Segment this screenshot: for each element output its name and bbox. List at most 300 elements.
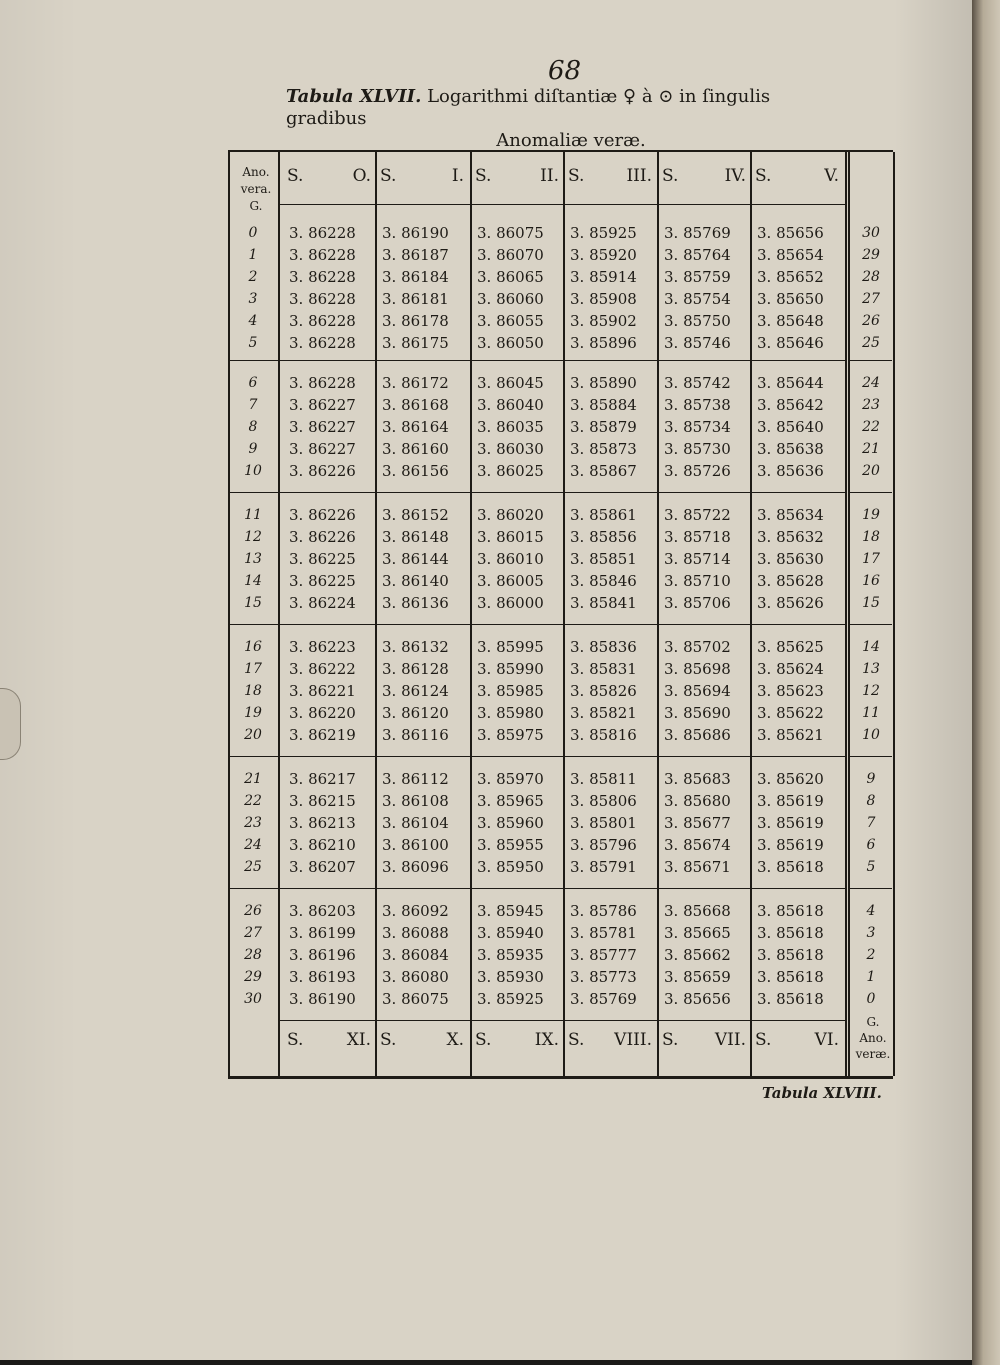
log-value-cell: 3. 85644 [757,374,824,392]
log-value-cell: 3. 86178 [382,312,449,330]
log-value-cell: 3. 85914 [570,268,637,286]
log-value-cell: 3. 85646 [757,334,824,352]
log-value-cell: 3. 86030 [477,440,544,458]
log-value-cell: 3. 85821 [570,704,637,722]
group-rule [280,360,847,361]
log-value-cell: 3. 86116 [382,726,449,744]
log-value-cell: 3. 86136 [382,594,449,612]
log-value-cell: 3. 85618 [757,924,824,942]
log-value-cell: 3. 86084 [382,946,449,964]
log-value-cell: 3. 85665 [664,924,731,942]
anomaly-degree: 29 [244,969,262,985]
log-value-cell: 3. 86025 [477,462,544,480]
log-value-cell: 3. 86096 [382,858,449,876]
log-value-cell: 3. 85620 [757,770,824,788]
log-value-cell: 3. 85734 [664,418,731,436]
column-footer-sign: S. [568,1030,585,1050]
anomaly-degree: 13 [244,551,262,567]
log-value-cell: 3. 86100 [382,836,449,854]
anomaly-footer-line: veræ. [855,1047,891,1061]
complement-degree: 5 [866,859,876,875]
log-value-cell: 3. 86020 [477,506,544,524]
anomaly-degree: 14 [244,573,262,589]
log-value-cell: 3. 86227 [289,396,356,414]
column-footer-number: VII. [714,1030,746,1050]
log-value-cell: 3. 85846 [570,572,637,590]
log-value-cell: 3. 85925 [570,224,637,242]
log-value-cell: 3. 85680 [664,792,731,810]
log-value-cell: 3. 85623 [757,682,824,700]
log-value-cell: 3. 86015 [477,528,544,546]
log-value-cell: 3. 85861 [570,506,637,524]
log-value-cell: 3. 86226 [289,528,356,546]
log-value-cell: 3. 85960 [477,814,544,832]
log-value-cell: 3. 85896 [570,334,637,352]
log-value-cell: 3. 85884 [570,396,637,414]
column-footer-number: XI. [346,1030,371,1050]
column-rule [375,152,377,1076]
book-gutter [972,0,1000,1365]
column-footer-sign: S. [755,1030,772,1050]
table-label: Tabula XLVII. [286,86,422,107]
anomaly-degree: 18 [244,683,262,699]
log-value-cell: 3. 86005 [477,572,544,590]
complement-degree: 25 [862,335,880,351]
log-value-cell: 3. 85619 [757,792,824,810]
log-value-cell: 3. 86144 [382,550,449,568]
log-value-cell: 3. 85668 [664,902,731,920]
log-value-cell: 3. 85801 [570,814,637,832]
log-value-cell: 3. 85826 [570,682,637,700]
complement-degree: 12 [862,683,880,699]
complement-degree: 13 [862,661,880,677]
log-value-cell: 3. 85786 [570,902,637,920]
footer-rule [278,1020,845,1021]
log-value-cell: 3. 86075 [382,990,449,1008]
log-value-cell: 3. 85702 [664,638,731,656]
log-value-cell: 3. 85624 [757,660,824,678]
log-value-cell: 3. 86222 [289,660,356,678]
anomaly-footer [852,1014,894,1062]
log-value-cell: 3. 86190 [382,224,449,242]
column-footer-number: IX. [534,1030,559,1050]
log-value-cell: 3. 85811 [570,770,637,788]
log-value-cell: 3. 85902 [570,312,637,330]
complement-degree: 21 [862,441,880,457]
anomaly-degree: 3 [248,291,258,307]
log-value-cell: 3. 86172 [382,374,449,392]
log-value-cell: 3. 86207 [289,858,356,876]
log-value-cell: 3. 85650 [757,290,824,308]
log-value-cell: 3. 86050 [477,334,544,352]
log-value-cell: 3. 85781 [570,924,637,942]
group-rule [230,360,278,361]
log-value-cell: 3. 85930 [477,968,544,986]
title-line-2: Anomaliæ veræ. [496,130,646,151]
column-rule [278,152,280,1076]
column-footer-sign: S. [380,1030,397,1050]
column-header-number: V. [824,166,839,186]
log-value-cell: 3. 86152 [382,506,449,524]
complement-degree: 10 [862,727,880,743]
anomaly-degree: 22 [244,793,262,809]
column-footer [380,1030,464,1052]
column-header-number: O. [352,166,371,186]
log-value-cell: 3. 86226 [289,506,356,524]
column-header-number: IV. [724,166,746,186]
log-value-cell: 3. 85796 [570,836,637,854]
anomaly-degree: 17 [244,661,262,677]
group-rule [280,624,847,625]
log-value-cell: 3. 85940 [477,924,544,942]
anomaly-degree: 11 [244,507,262,523]
log-value-cell: 3. 85618 [757,990,824,1008]
column-rule [893,152,895,1076]
log-value-cell: 3. 86228 [289,246,356,264]
log-value-cell: 3. 86045 [477,374,544,392]
log-value-cell: 3. 85950 [477,858,544,876]
group-rule [850,492,892,493]
log-value-cell: 3. 86148 [382,528,449,546]
log-value-cell: 3. 85742 [664,374,731,392]
log-value-cell: 3. 86221 [289,682,356,700]
log-value-cell: 3. 85970 [477,770,544,788]
log-value-cell: 3. 85920 [570,246,637,264]
column-header-sign: S. [287,166,304,186]
log-value-cell: 3. 85773 [570,968,637,986]
column-header-number: III. [626,166,652,186]
log-value-cell: 3. 85662 [664,946,731,964]
complement-degree: 1 [866,969,876,985]
anomaly-degree: 2 [248,269,258,285]
column-rule [228,152,230,1076]
column-footer-number: X. [446,1030,464,1050]
log-value-cell: 3. 86075 [477,224,544,242]
anomaly-degree: 28 [244,947,262,963]
log-value-cell: 3. 86228 [289,290,356,308]
group-rule [230,624,278,625]
log-value-cell: 3. 86112 [382,770,449,788]
anomaly-degree: 24 [244,837,262,853]
complement-degree: 14 [862,639,880,655]
group-rule [850,624,892,625]
complement-degree: 23 [862,397,880,413]
group-rule [850,888,892,889]
log-value-cell: 3. 86223 [289,638,356,656]
log-value-cell: 3. 86203 [289,902,356,920]
log-value-cell: 3. 86128 [382,660,449,678]
complement-degree: 0 [866,991,876,1007]
log-value-cell: 3. 86196 [289,946,356,964]
log-value-cell: 3. 86124 [382,682,449,700]
column-footer [568,1030,652,1052]
log-value-cell: 3. 85674 [664,836,731,854]
group-rule [280,756,847,757]
log-value-cell: 3. 86168 [382,396,449,414]
anomaly-header [232,164,280,215]
log-value-cell: 3. 85722 [664,506,731,524]
log-value-cell: 3. 86000 [477,594,544,612]
log-value-cell: 3. 85618 [757,946,824,964]
complement-degree: 9 [866,771,876,787]
log-value-cell: 3. 86160 [382,440,449,458]
log-value-cell: 3. 85618 [757,858,824,876]
log-value-cell: 3. 86220 [289,704,356,722]
column-header-sign: S. [568,166,585,186]
log-value-cell: 3. 85851 [570,550,637,568]
log-value-cell: 3. 85738 [664,396,731,414]
complement-degree: 15 [862,595,880,611]
anomaly-degree: 5 [248,335,258,351]
complement-degree: 4 [866,903,876,919]
log-value-cell: 3. 85638 [757,440,824,458]
complement-degree: 19 [862,507,880,523]
log-value-cell: 3. 85750 [664,312,731,330]
column-rule [563,152,565,1076]
log-value-cell: 3. 85718 [664,528,731,546]
column-rule [845,152,847,1076]
column-footer [287,1030,371,1052]
log-value-cell: 3. 85654 [757,246,824,264]
anomaly-degree: 19 [244,705,262,721]
complement-degree: 11 [862,705,880,721]
complement-degree: 17 [862,551,880,567]
group-rule [850,360,892,361]
log-value-cell: 3. 85945 [477,902,544,920]
log-value-cell: 3. 85619 [757,836,824,854]
log-value-cell: 3. 86070 [477,246,544,264]
log-value-cell: 3. 86065 [477,268,544,286]
log-value-cell: 3. 85769 [570,990,637,1008]
log-value-cell: 3. 85686 [664,726,731,744]
complement-degree: 7 [866,815,876,831]
column-footer [755,1030,839,1052]
complement-degree: 30 [862,225,880,241]
page-number: 68 [548,56,582,86]
log-value-cell: 3. 86228 [289,374,356,392]
anomaly-footer-line: Ano. [859,1031,887,1045]
log-value-cell: 3. 85628 [757,572,824,590]
log-value-cell: 3. 85791 [570,858,637,876]
log-value-cell: 3. 86193 [289,968,356,986]
complement-degree: 3 [866,925,876,941]
log-value-cell: 3. 86213 [289,814,356,832]
log-value-cell: 3. 85759 [664,268,731,286]
log-value-cell: 3. 86228 [289,224,356,242]
anomaly-degree: 15 [244,595,262,611]
group-rule [230,756,278,757]
column-footer [662,1030,746,1052]
log-value-cell: 3. 85656 [664,990,731,1008]
log-value-cell: 3. 86227 [289,418,356,436]
column-rule [848,152,850,1076]
log-value-cell: 3. 85777 [570,946,637,964]
log-value-cell: 3. 85636 [757,462,824,480]
log-value-cell: 3. 86215 [289,792,356,810]
log-value-cell: 3. 85619 [757,814,824,832]
anomaly-header-line: G. [249,199,263,213]
logarithm-table [228,150,893,1079]
anomaly-degree: 21 [244,771,262,787]
column-rule [750,152,752,1076]
log-value-cell: 3. 85890 [570,374,637,392]
column-footer [475,1030,559,1052]
log-value-cell: 3. 86108 [382,792,449,810]
log-value-cell: 3. 85622 [757,704,824,722]
log-value-cell: 3. 86225 [289,550,356,568]
complement-degree: 8 [866,793,876,809]
log-value-cell: 3. 85746 [664,334,731,352]
anomaly-degree: 9 [248,441,258,457]
log-value-cell: 3. 85955 [477,836,544,854]
log-value-cell: 3. 86199 [289,924,356,942]
log-value-cell: 3. 85706 [664,594,731,612]
log-value-cell: 3. 86088 [382,924,449,942]
log-value-cell: 3. 86225 [289,572,356,590]
group-rule [850,756,892,757]
log-value-cell: 3. 86140 [382,572,449,590]
log-value-cell: 3. 86055 [477,312,544,330]
log-value-cell: 3. 85754 [664,290,731,308]
complement-degree: 22 [862,419,880,435]
log-value-cell: 3. 85626 [757,594,824,612]
title-line-1: Logarithmi diſtantiæ ♀ à ⊙ in ſingulis gradibus [286,86,771,129]
log-value-cell: 3. 86060 [477,290,544,308]
log-value-cell: 3. 85764 [664,246,731,264]
log-value-cell: 3. 86120 [382,704,449,722]
log-value-cell: 3. 85873 [570,440,637,458]
log-value-cell: 3. 86181 [382,290,449,308]
log-value-cell: 3. 85671 [664,858,731,876]
anomaly-degree: 16 [244,639,262,655]
group-rule [230,492,278,493]
complement-degree: 20 [862,463,880,479]
log-value-cell: 3. 85856 [570,528,637,546]
column-footer-sign: S. [287,1030,304,1050]
header-rule [278,204,845,205]
log-value-cell: 3. 85985 [477,682,544,700]
complement-degree: 18 [862,529,880,545]
log-value-cell: 3. 85879 [570,418,637,436]
log-value-cell: 3. 86228 [289,268,356,286]
column-header-sign: S. [662,166,679,186]
anomaly-footer-line: G. [866,1015,880,1029]
log-value-cell: 3. 86217 [289,770,356,788]
log-value-cell: 3. 85710 [664,572,731,590]
column-footer-number: VIII. [614,1030,652,1050]
column-header-number: I. [451,166,464,186]
anomaly-degree: 6 [248,375,258,391]
column-rule [657,152,659,1076]
log-value-cell: 3. 85618 [757,902,824,920]
log-value-cell: 3. 85908 [570,290,637,308]
column-header-sign: S. [475,166,492,186]
log-value-cell: 3. 85730 [664,440,731,458]
anomaly-degree: 4 [248,313,258,329]
group-rule [280,888,847,889]
log-value-cell: 3. 85656 [757,224,824,242]
log-value-cell: 3. 85965 [477,792,544,810]
anomaly-degree: 7 [248,397,258,413]
complement-degree: 16 [862,573,880,589]
log-value-cell: 3. 85642 [757,396,824,414]
group-rule [230,888,278,889]
log-value-cell: 3. 86190 [289,990,356,1008]
log-value-cell: 3. 85935 [477,946,544,964]
log-value-cell: 3. 86184 [382,268,449,286]
log-value-cell: 3. 86175 [382,334,449,352]
log-value-cell: 3. 85836 [570,638,637,656]
complement-degree: 2 [866,947,876,963]
anomaly-degree: 20 [244,727,262,743]
log-value-cell: 3. 85634 [757,506,824,524]
anomaly-degree: 12 [244,529,262,545]
log-value-cell: 3. 85630 [757,550,824,568]
log-value-cell: 3. 86224 [289,594,356,612]
column-header-sign: S. [755,166,772,186]
log-value-cell: 3. 85632 [757,528,824,546]
column-rule [470,152,472,1076]
log-value-cell: 3. 85652 [757,268,824,286]
page-edge-tab [0,688,21,760]
anomaly-degree: 27 [244,925,262,941]
log-value-cell: 3. 86010 [477,550,544,568]
log-value-cell: 3. 85841 [570,594,637,612]
log-value-cell: 3. 85625 [757,638,824,656]
complement-degree: 6 [866,837,876,853]
log-value-cell: 3. 85677 [664,814,731,832]
log-value-cell: 3. 86156 [382,462,449,480]
log-value-cell: 3. 86035 [477,418,544,436]
complement-degree: 29 [862,247,880,263]
log-value-cell: 3. 86104 [382,814,449,832]
anomaly-degree: 10 [244,463,262,479]
column-header-number: II. [540,166,559,186]
complement-degree: 27 [862,291,880,307]
log-value-cell: 3. 86040 [477,396,544,414]
table-title [286,86,856,152]
log-value-cell: 3. 86210 [289,836,356,854]
complement-degree: 28 [862,269,880,285]
log-value-cell: 3. 85769 [664,224,731,242]
log-value-cell: 3. 86219 [289,726,356,744]
log-value-cell: 3. 85640 [757,418,824,436]
anomaly-header-line: Ano. [242,165,270,179]
anomaly-degree: 30 [244,991,262,1007]
log-value-cell: 3. 85806 [570,792,637,810]
anomaly-degree: 23 [244,815,262,831]
log-value-cell: 3. 85867 [570,462,637,480]
log-value-cell: 3. 86228 [289,312,356,330]
log-value-cell: 3. 85816 [570,726,637,744]
anomaly-degree: 0 [248,225,258,241]
anomaly-header-line: vera. [240,182,272,196]
log-value-cell: 3. 85659 [664,968,731,986]
log-value-cell: 3. 85690 [664,704,731,722]
log-value-cell: 3. 85975 [477,726,544,744]
complement-degree: 24 [862,375,880,391]
log-value-cell: 3. 86164 [382,418,449,436]
log-value-cell: 3. 85618 [757,968,824,986]
log-value-cell: 3. 86092 [382,902,449,920]
log-value-cell: 3. 85694 [664,682,731,700]
log-value-cell: 3. 86187 [382,246,449,264]
complement-degree: 26 [862,313,880,329]
log-value-cell: 3. 85995 [477,638,544,656]
log-value-cell: 3. 86132 [382,638,449,656]
log-value-cell: 3. 85990 [477,660,544,678]
log-value-cell: 3. 86227 [289,440,356,458]
